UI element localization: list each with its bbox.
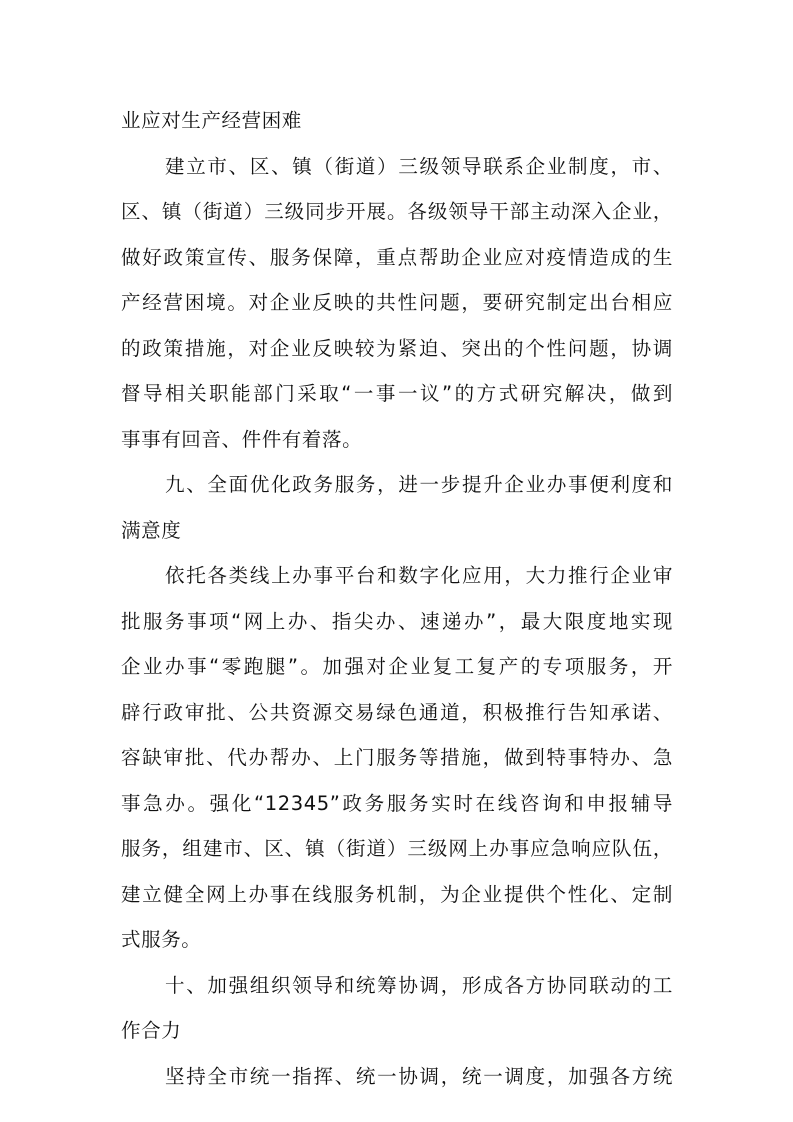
section-heading: 十、加强组织领导和统筹协调，形成各方协同联动的工	[165, 973, 673, 997]
text-line: 督导相关职能部门采取“一事一议”的方式研究解决，做到	[121, 382, 673, 405]
section-heading: 满意度	[121, 518, 182, 542]
text-line: 事急办。强化“12345”政务服务实时在线咨询和申报辅导	[121, 791, 673, 815]
text-line: 式服务。	[121, 928, 202, 951]
paragraph-first-line: 依托各类线上办事平台和数字化应用，大力推行企业审	[165, 564, 673, 587]
text-line: 做好政策宣传、服务保障，重点帮助企业应对疫情造成的生	[121, 245, 673, 269]
section-heading: 九、全面优化政务服务，进一步提升企业办事便利度和	[165, 473, 673, 496]
text-line: 容缺审批、代办帮办、上门服务等措施，做到特事特办、急	[121, 746, 673, 769]
body-text	[121, 98, 673, 1099]
text-line: 建立健全网上办事在线服务机制，为企业提供个性化、定制	[121, 882, 673, 906]
text-line: 企业办事“零跑腿”。加强对企业复工复产的专项服务，开	[121, 655, 673, 678]
text-line: 事事有回音、件件有着落。	[121, 427, 363, 451]
text-line: 的政策措施，对企业反映较为紧迫、突出的个性问题，协调	[121, 336, 673, 360]
paragraph-first-line: 坚持全市统一指挥、统一协调，统一调度，加强各方统	[165, 1064, 673, 1088]
text-line: 批服务事项“网上办、指尖办、速递办”，最大限度地实现	[121, 609, 673, 633]
text-line: 产经营困境。对企业反映的共性问题，要研究制定出台相应	[121, 291, 673, 314]
section-heading: 作合力	[121, 1019, 182, 1042]
text-line: 业应对生产经营困难	[121, 109, 302, 132]
text-line: 服务，组建市、区、镇（街道）三级网上办事应急响应队伍，	[121, 837, 673, 860]
text-line: 辟行政审批、公共资源交易绿色通道，积极推行告知承诺、	[121, 700, 673, 724]
text-line: 区、镇（街道）三级同步开展。各级领导干部主动深入企业，	[121, 200, 673, 223]
paragraph-first-line: 建立市、区、镇（街道）三级领导联系企业制度，市、	[165, 154, 673, 178]
